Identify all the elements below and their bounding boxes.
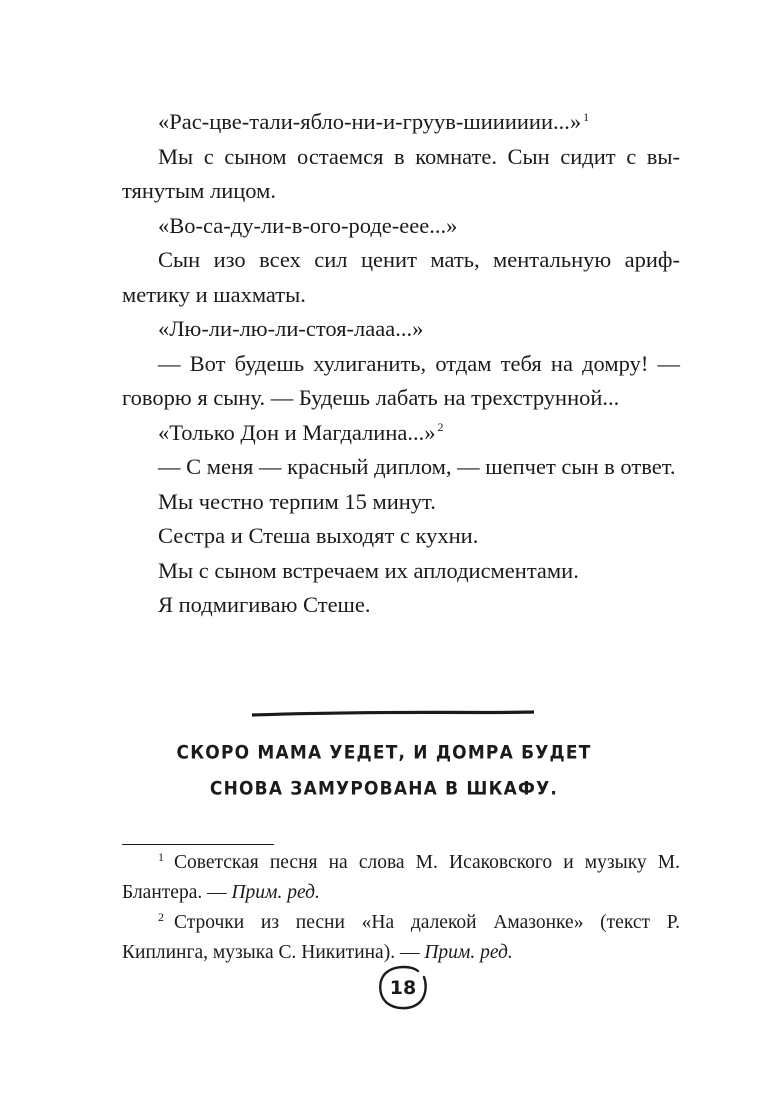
paragraph-3: «Во-са-ду-ли-в-ого-роде-еее...»: [158, 212, 458, 238]
paragraph-10: Сестра и Стеша выходят с кухни.: [158, 523, 479, 548]
paragraph-4: Сын изо всех сил ценит мать, ментальную арифметику и шахматы.: [122, 247, 680, 307]
footnotes: [122, 848, 680, 968]
paragraph-9: Мы честно терпим 15 минут.: [158, 488, 436, 514]
paragraph-11: Мы с сыном встречаем их аплодисментами.: [158, 557, 579, 583]
paragraph-5: «Лю-ли-лю-ли-стоя-лааа...»: [158, 316, 424, 341]
footnote-ref-2: 2: [437, 420, 444, 434]
page-number: 18: [389, 977, 417, 999]
footnote-1: $^1$ Советская песня на слова М. Исаковского и музыку М. Блантера. — Прим. ред.: [122, 849, 680, 903]
footnote-separator: [122, 844, 274, 845]
paragraph-6: — Вот будешь хулиганить, отдам тебя на домру! — говорю я сыну. — Будешь лабать на трехструнной...: [122, 350, 680, 410]
pull-quote-line-1: СКОРО МАМА УЕДЕТ, И ДОМРА БУДЕТ: [176, 741, 592, 765]
pull-quote: [170, 735, 598, 807]
paragraph-1: «Рас-цве-тали-ябло-ни-и-груув-шииииии...» $^1$: [158, 109, 590, 134]
page-number-badge: [374, 963, 432, 1013]
footnote-ref-1: 1: [583, 109, 590, 124]
footnote-2: $^2$ Строчки из песни «На далекой Амазонке» (текст Р. Киплинга, музыка С. Никитина). — Прим. ред.: [122, 909, 680, 963]
pull-quote-line-2: СНОВА ЗАМУРОВАНА В ШКАФУ.: [209, 777, 559, 800]
paragraph-8: — С меня — красный диплом, — шепчет сын в ответ.: [158, 454, 676, 479]
paragraph-2: Мы с сыном остаемся в комнате. Сын сидит с вытянутым лицом.: [122, 143, 680, 203]
paragraph-7: «Только Дон и Магдалина...» $^2$: [158, 419, 444, 445]
main-text: [122, 105, 680, 623]
callout-brush-rule: [252, 708, 534, 720]
paragraph-12: Я подмигиваю Стеше.: [158, 592, 371, 617]
